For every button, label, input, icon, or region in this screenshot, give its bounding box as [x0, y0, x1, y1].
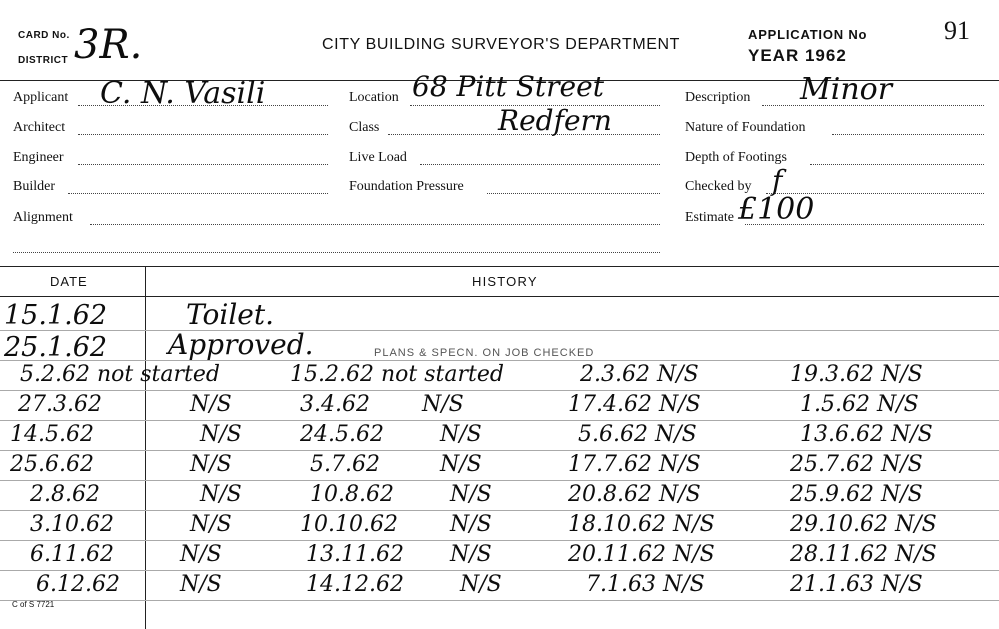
- date-column-divider: [145, 266, 146, 629]
- inspection-status: N/S: [190, 392, 232, 417]
- checked-by-label: Checked by: [685, 179, 752, 194]
- inspection-status: N/S: [180, 542, 222, 567]
- inspection-date: 10.8.62: [310, 482, 394, 507]
- history-rule: [0, 510, 999, 511]
- inspection-entry: 17.7.62 N/S: [568, 452, 701, 477]
- inspection-status: N/S: [460, 572, 502, 597]
- live-load-label: Live Load: [349, 150, 407, 165]
- history-rule: [0, 330, 999, 331]
- class-label: Class: [349, 120, 380, 135]
- applicant-value: C. N. Vasili: [100, 76, 266, 111]
- year-label: YEAR 1962: [748, 46, 847, 65]
- history-rule: [0, 390, 999, 391]
- inspection-status: N/S: [200, 482, 242, 507]
- inspection-date: 27.3.62: [18, 392, 102, 417]
- builder-label: Builder: [13, 179, 55, 194]
- history-entry: 5.2.62 not started: [20, 362, 220, 387]
- builder-line: [68, 193, 328, 194]
- nature-of-foundation-label: Nature of Foundation: [685, 120, 806, 135]
- foundation-pressure-label: Foundation Pressure: [349, 179, 464, 194]
- estimate-value: £100: [738, 192, 815, 227]
- inspection-date: 3.10.62: [30, 512, 114, 537]
- location-value-street: 68 Pitt Street: [412, 70, 604, 103]
- department-title: CITY BUILDING SURVEYOR'S DEPARTMENT: [322, 36, 681, 53]
- history-rule: [0, 540, 999, 541]
- inspection-entry: 20.8.62 N/S: [568, 482, 701, 507]
- inspection-entry: 21.1.63 N/S: [790, 572, 923, 597]
- architect-line: [78, 134, 328, 135]
- blank-line: [13, 252, 660, 253]
- inspection-entry: 13.6.62 N/S: [800, 422, 933, 447]
- printer-code: C of S 7721: [12, 600, 55, 609]
- inspection-date: 25.6.62: [10, 452, 94, 477]
- district-label: DISTRICT: [18, 55, 69, 66]
- plans-checked-stamp: PLANS & SPECN. ON JOB CHECKED: [374, 347, 595, 359]
- inspection-entry: 17.4.62 N/S: [568, 392, 701, 417]
- inspection-entry: 18.10.62 N/S: [568, 512, 715, 537]
- district-value: 3R.: [74, 22, 143, 68]
- inspection-date: 6.12.62: [36, 572, 120, 597]
- foundation-pressure-line: [487, 193, 660, 194]
- history-date: 15.1.62: [4, 300, 108, 331]
- history-rule: [0, 480, 999, 481]
- inspection-date: 14.12.62: [306, 572, 404, 597]
- history-header: HISTORY: [472, 274, 538, 289]
- inspection-status: N/S: [190, 512, 232, 537]
- application-no-label: APPLICATION No: [748, 27, 868, 42]
- estimate-label: Estimate: [685, 210, 734, 225]
- alignment-label: Alignment: [13, 210, 73, 225]
- applicant-label: Applicant: [13, 90, 69, 105]
- inspection-status: N/S: [422, 392, 464, 417]
- depth-of-footings-label: Depth of Footings: [685, 150, 787, 165]
- alignment-line: [90, 224, 660, 225]
- inspection-date: 5.7.62: [310, 452, 380, 477]
- inspection-date: 3.4.62: [300, 392, 370, 417]
- inspection-entry: 5.6.62 N/S: [578, 422, 697, 447]
- history-header-rule: [0, 296, 999, 297]
- engineer-line: [78, 164, 328, 165]
- engineer-label: Engineer: [13, 150, 64, 165]
- inspection-date: 14.5.62: [10, 422, 94, 447]
- history-date: 25.1.62: [4, 332, 108, 363]
- inspection-status: N/S: [190, 452, 232, 477]
- inspection-status: N/S: [180, 572, 222, 597]
- location-label: Location: [349, 90, 399, 105]
- history-entry: 2.3.62 N/S: [580, 362, 699, 387]
- history-top-rule: [0, 266, 999, 267]
- checked-by-value: f: [772, 164, 783, 197]
- inspection-status: N/S: [200, 422, 242, 447]
- history-rule: [0, 450, 999, 451]
- description-label: Description: [685, 90, 751, 105]
- inspection-status: N/S: [450, 482, 492, 507]
- architect-label: Architect: [13, 120, 66, 135]
- inspection-entry: 29.10.62 N/S: [790, 512, 937, 537]
- inspection-date: 2.8.62: [30, 482, 100, 507]
- inspection-date: 10.10.62: [300, 512, 398, 537]
- history-entry: 19.3.62 N/S: [790, 362, 923, 387]
- inspection-entry: 7.1.63 N/S: [586, 572, 705, 597]
- inspection-status: N/S: [440, 422, 482, 447]
- history-rule: [0, 570, 999, 571]
- live-load-line: [420, 164, 660, 165]
- history-rule: [0, 360, 999, 361]
- depth-of-footings-line: [810, 164, 984, 165]
- description-value: Minor: [800, 72, 893, 107]
- inspection-entry: 1.5.62 N/S: [800, 392, 919, 417]
- inspection-date: 13.11.62: [306, 542, 404, 567]
- inspection-entry: 20.11.62 N/S: [568, 542, 715, 567]
- history-rule: [0, 600, 999, 601]
- inspection-status: N/S: [440, 452, 482, 477]
- history-entry-text: Approved.: [168, 328, 314, 361]
- card-no-label: CARD No.: [18, 30, 70, 41]
- application-number: 91: [944, 16, 970, 45]
- inspection-entry: 25.9.62 N/S: [790, 482, 923, 507]
- history-entry: 15.2.62 not started: [290, 362, 504, 387]
- location-value-suburb: Redfern: [498, 104, 612, 137]
- inspection-status: N/S: [450, 542, 492, 567]
- history-rule: [0, 420, 999, 421]
- inspection-entry: 28.11.62 N/S: [790, 542, 937, 567]
- nature-of-foundation-line: [832, 134, 984, 135]
- inspection-date: 24.5.62: [300, 422, 384, 447]
- date-header: DATE: [50, 274, 88, 289]
- inspection-entry: 25.7.62 N/S: [790, 452, 923, 477]
- inspection-date: 6.11.62: [30, 542, 114, 567]
- history-entry-text: Toilet.: [186, 298, 274, 331]
- inspection-status: N/S: [450, 512, 492, 537]
